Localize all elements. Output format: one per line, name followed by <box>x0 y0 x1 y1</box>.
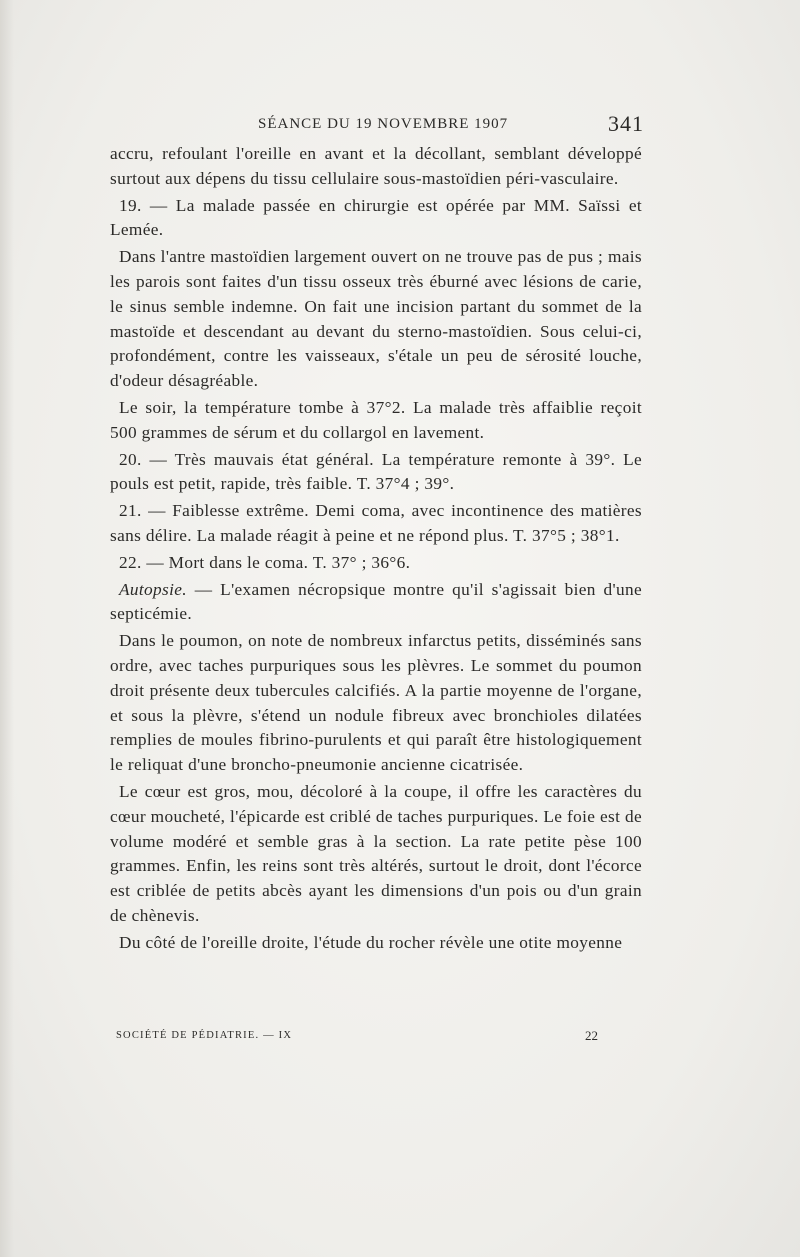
paragraph: Le soir, la température tombe à 37°2. La malade très affaiblie reçoit 500 grammes de sérum et du collargol en lavement. <box>110 397 642 442</box>
page-header <box>258 113 644 139</box>
autopsy-label: Autopsie. <box>119 579 187 599</box>
printer-signature: SOCIÉTÉ DE PÉDIATRIE. — IX <box>116 1030 293 1041</box>
binding-shadow <box>0 0 14 1257</box>
running-title: SÉANCE DU 19 NOVEMBRE 1907 <box>258 116 509 132</box>
paragraph: Dans le poumon, on note de nombreux infarctus petits, disséminés sans ordre, avec taches purpuriques sous les plèvres. Le sommet du poumon droit présente deux tubercules calcifiés. A la partie moyenne de l'organe, et sous la plèvre, s'étend un nodule fibreux avec bronchioles dilatées remplies de moules fibrino-purulents et qui paraît être histologiquement le reliquat d'une broncho-pneumonie ancienne cicatrisée. <box>110 631 642 775</box>
autopsy-paragraph <box>110 578 642 628</box>
paragraph: 20. — Très mauvais état général. La température remonte à 39°. Le pouls est petit, rapide, très faible. T. 37°4 ; 39°. <box>110 449 642 494</box>
sheet-number: 22 <box>585 1028 598 1043</box>
page-footer <box>116 1030 598 1050</box>
page-number: 341 <box>608 111 644 136</box>
paragraph: Le cœur est gros, mou, décoloré à la coupe, il offre les caractères du cœur moucheté, l'épicarde est criblé de taches purpuriques. Le foie est de volume modéré et semble gras à la section. La rate petite pèse 100 grammes. Enfin, les reins sont très altérés, surtout le droit, dont l'écorce est criblée de petits abcès ayant les dimensions d'un pois ou d'un grain de chènevis. <box>110 781 642 925</box>
body-text <box>110 142 642 956</box>
paragraph: 21. — Faiblesse extrême. Demi coma, avec incontinence des matières sans délire. La malade réagit à peine et ne répond plus. T. 37°5 ; 38°1. <box>110 501 642 545</box>
paragraph: Du côté de l'oreille droite, l'étude du rocher révèle une otite moyenne <box>119 932 623 952</box>
paragraph: Dans l'antre mastoïdien largement ouvert on ne trouve pas de pus ; mais les parois sont faites d'un tissu osseux très éburné avec lésions de carie, le sinus semble indemne. On fait une incision partant du sommet de la mastoïde et descendant au devant du sterno-mastoïdien. Sous celui-ci, profondément, contre les vaisseaux, s'étale un peu de sérosité louche, d'odeur désagréable. <box>110 247 642 391</box>
paragraph: accru, refoulant l'oreille en avant et la décollant, semblant développé surtout aux dépens du tissu cellulaire sous-mastoïdien péri-vasculaire. <box>110 144 642 188</box>
autopsy-text: — L'examen nécropsique montre qu'il s'agissait bien d'une septicémie. <box>110 579 643 624</box>
paragraph: 19. — La malade passée en chirurgie est opérée par MM. Saïssi et Lemée. <box>110 195 642 240</box>
paragraph: 22. — Mort dans le coma. T. 37° ; 36°6. <box>119 552 411 572</box>
